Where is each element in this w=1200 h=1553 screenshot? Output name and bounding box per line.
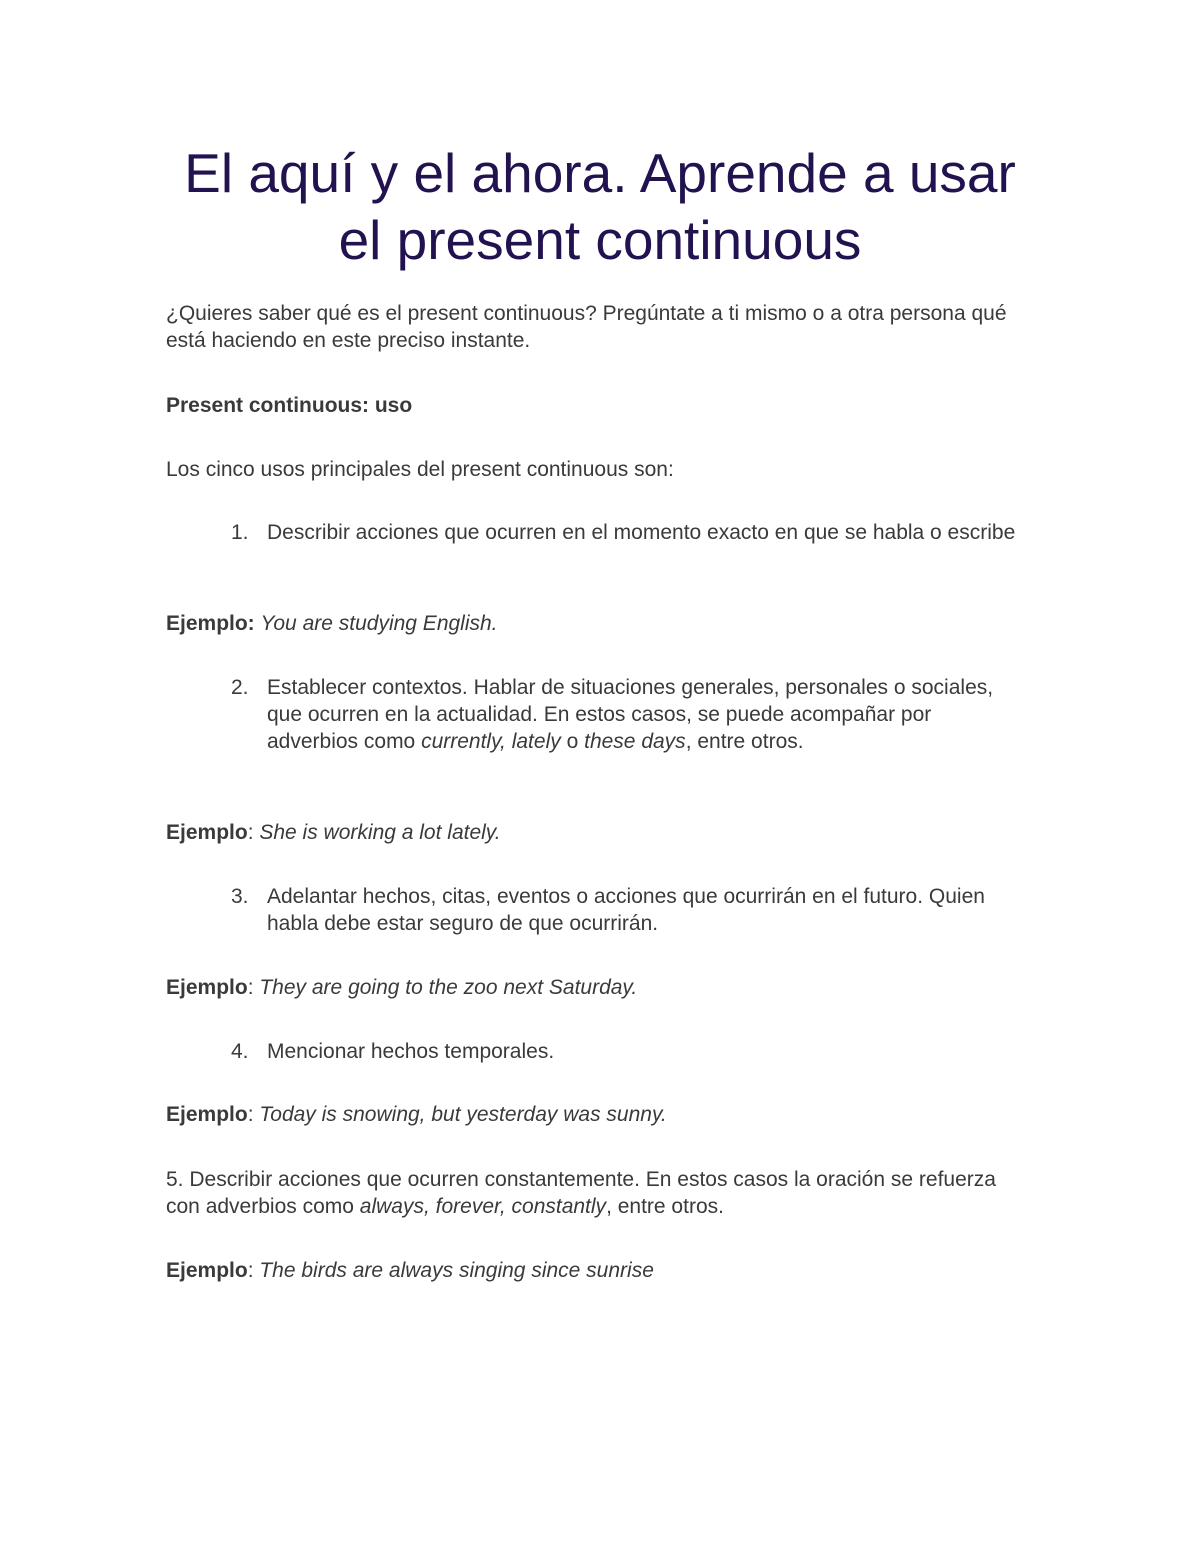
example-separator: : (247, 821, 260, 844)
example-text: You are studying English. (260, 612, 498, 635)
example-line (166, 819, 1016, 846)
list-item (231, 1038, 1021, 1065)
list-item-text: Adelantar hechos, citas, eventos o acciones que ocurrirán en el futuro. Quien habla debe estar seguro de que ocurrirán. (267, 885, 985, 935)
example-text: She is working a lot lately. (259, 821, 501, 844)
list-item-number: 1. (231, 521, 249, 544)
example-line (166, 974, 1016, 1001)
list-item-text-part: , entre otros. (685, 730, 804, 753)
list-item-text-part: 5. Describir acciones que ocurren constantemente. En estos casos la oración se refuerza con adverbios como (166, 1168, 996, 1218)
example-separator: : (247, 976, 260, 999)
example-separator: : (247, 1259, 260, 1282)
example-label: Ejemplo (166, 976, 248, 999)
list-item-text-part: , entre otros. (606, 1195, 724, 1218)
list-item-emphasis: these days (584, 730, 686, 753)
lead-paragraph: Los cinco usos principales del present continuous son: (166, 458, 674, 481)
intro-paragraph: ¿Quieres saber qué es el present continuous? Pregúntate a ti mismo o a otra persona qué está haciendo en este preciso instante. (166, 302, 1007, 352)
example-label: Ejemplo (166, 821, 248, 844)
example-text: They are going to the zoo next Saturday. (259, 976, 638, 999)
example-line (166, 1101, 1016, 1128)
example-line (166, 1257, 1016, 1284)
example-label: Ejemplo (166, 1259, 248, 1282)
list-item (231, 519, 1021, 546)
example-text: Today is snowing, but yesterday was sunny. (259, 1103, 667, 1126)
list-item (231, 883, 1021, 937)
example-label: Ejemplo (166, 1103, 248, 1126)
document-title: El aquí y el ahora. Aprende a usar el present continuous (184, 142, 1016, 271)
example-line (166, 610, 1016, 637)
list-item (231, 674, 1021, 755)
list-item-text-part: Establecer contextos. Hablar de situaciones generales, personales o sociales, que ocurren en la actualidad. En estos casos, se puede acompañar por adverbios como (267, 676, 994, 753)
list-item-emphasis: currently, lately (421, 730, 561, 753)
example-label: Ejemplo: (166, 612, 255, 635)
list-item-number: 3. (231, 885, 249, 908)
list-item-text-part: o (560, 730, 585, 753)
list-item-text: Describir acciones que ocurren en el momento exacto en que se habla o escribe (267, 521, 1016, 544)
list-item-text (267, 674, 1021, 755)
list-item-five (166, 1166, 1016, 1220)
list-item-number: 2. (231, 676, 249, 699)
example-separator: : (247, 1103, 260, 1126)
example-text: The birds are always singing since sunrise (259, 1259, 654, 1282)
list-item-emphasis: always, forever, constantly (359, 1195, 607, 1218)
list-item-text: Mencionar hechos temporales. (267, 1040, 555, 1063)
list-item-number: 4. (231, 1040, 249, 1063)
section-heading: Present continuous: uso (166, 394, 413, 417)
